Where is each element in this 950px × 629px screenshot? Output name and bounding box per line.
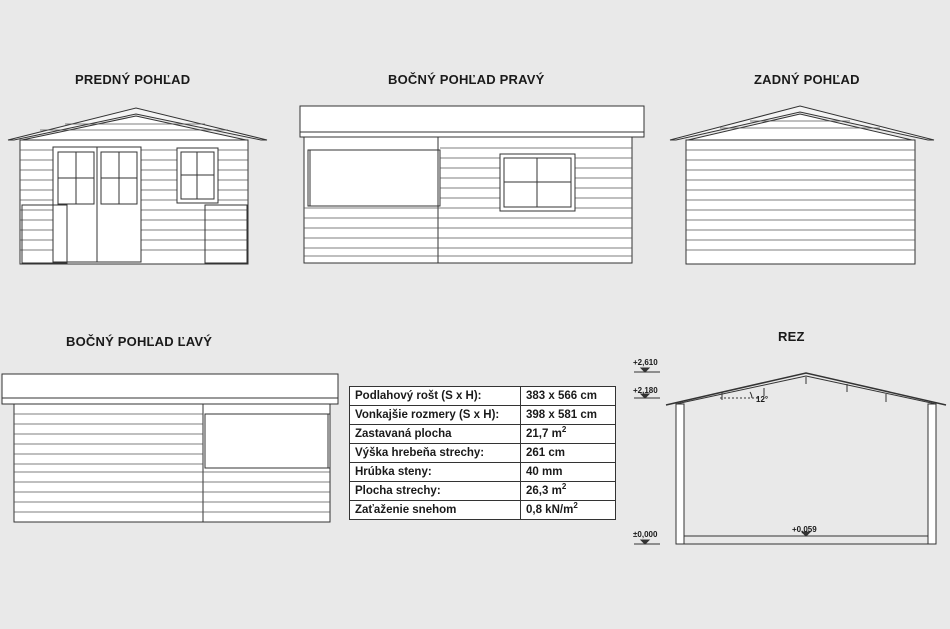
spec-label: Vonkajšie rozmery (S x H): bbox=[350, 406, 521, 425]
back-elevation bbox=[670, 106, 934, 264]
right-view-title: BOČNÝ POHĽAD PRAVÝ bbox=[388, 72, 545, 87]
right-side-elevation bbox=[300, 106, 644, 263]
spec-value: 398 x 581 cm bbox=[521, 406, 616, 425]
table-row bbox=[350, 387, 616, 406]
table-row bbox=[350, 463, 616, 482]
section-view-title: REZ bbox=[778, 329, 805, 344]
front-view-title: PREDNÝ POHĽAD bbox=[75, 72, 191, 87]
table-row bbox=[350, 425, 616, 444]
spec-value: 261 cm bbox=[521, 444, 616, 463]
spec-value: 26,3 $m^2$ bbox=[521, 482, 616, 501]
spec-label: Zastavaná plocha bbox=[350, 425, 521, 444]
spec-value: 383 x 566 cm bbox=[521, 387, 616, 406]
level-label-ground: ±0,000 bbox=[633, 530, 658, 539]
section-drawing bbox=[634, 368, 946, 544]
spec-value: 0,8 $kN/m^2$ bbox=[521, 501, 616, 520]
table-row bbox=[350, 406, 616, 425]
spec-label: Výška hrebeňa strechy: bbox=[350, 444, 521, 463]
spec-label: Plocha strechy: bbox=[350, 482, 521, 501]
spec-label: Zaťaženie snehom bbox=[350, 501, 521, 520]
level-label-ridge: +2,610 bbox=[633, 358, 658, 367]
level-label-eave: +2,180 bbox=[633, 386, 658, 395]
left-view-title: BOČNÝ POHĽAD ĽAVÝ bbox=[66, 334, 213, 349]
specs-table bbox=[349, 386, 616, 520]
spec-value: 40 mm bbox=[521, 463, 616, 482]
table-row bbox=[350, 482, 616, 501]
roof-angle-label: 12° bbox=[756, 395, 769, 404]
front-elevation bbox=[8, 108, 267, 264]
table-row bbox=[350, 444, 616, 463]
spec-value: 21,7 $m^2$ bbox=[521, 425, 616, 444]
spec-label: Podlahový rošt (S x H): bbox=[350, 387, 521, 406]
level-label-floor: +0,059 bbox=[792, 525, 817, 534]
back-view-title: ZADNÝ POHĽAD bbox=[754, 72, 860, 87]
left-side-elevation bbox=[2, 374, 338, 522]
table-row bbox=[350, 501, 616, 520]
spec-label: Hrúbka steny: bbox=[350, 463, 521, 482]
